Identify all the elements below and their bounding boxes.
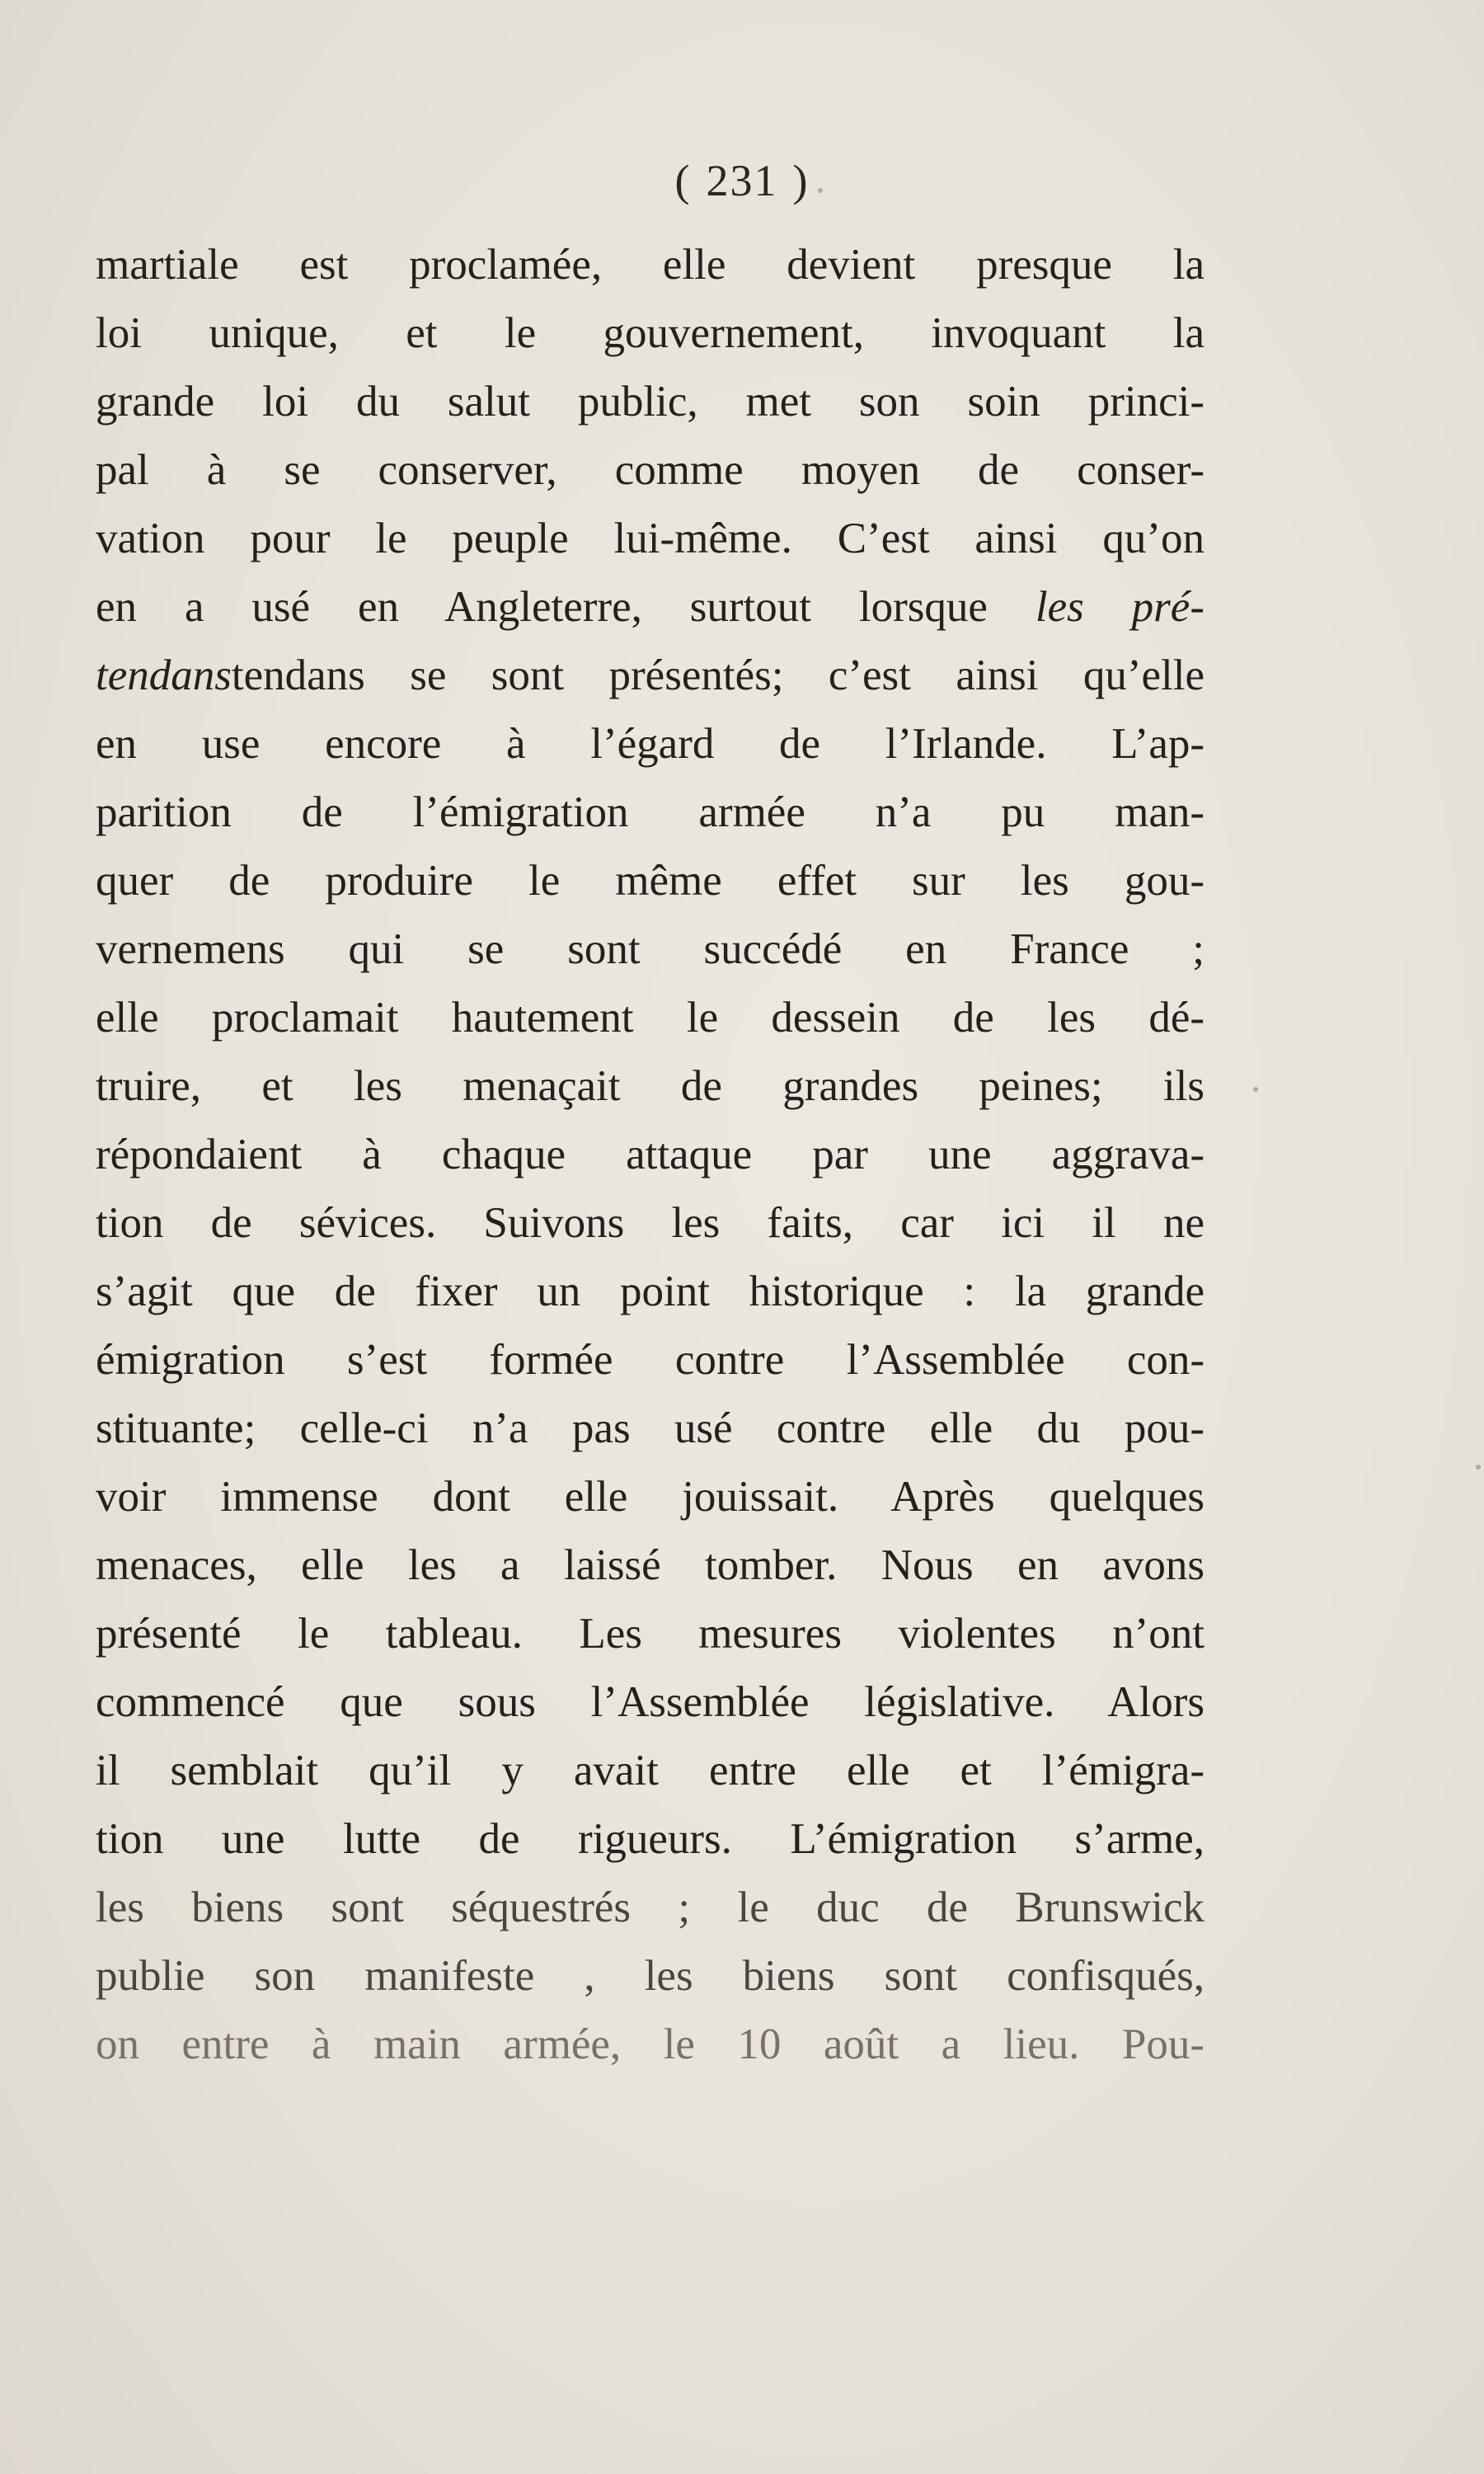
text-line: les biens sont séquestrés ; le duc de Brunswick [96, 1884, 1205, 1931]
text-line-with-italic [96, 642, 1205, 710]
text-line: émigration s’est formée contre l’Assemblée con- [96, 1336, 1205, 1384]
text-line-with-italic [96, 573, 1205, 642]
text-line: pal à se conserver, comme moyen de conser- [96, 446, 1205, 494]
paper-speck [1476, 1465, 1481, 1470]
text-line: on entre à main armée, le 10 août a lieu. Pou- [96, 2020, 1205, 2068]
text-line: tion de sévices. Suivons les faits, car ici il ne [96, 1199, 1205, 1247]
text-line: grande loi du salut public, met son soin princi- [96, 378, 1205, 426]
text-line: s’agit que de fixer un point historique : la grande [96, 1268, 1205, 1315]
text-line: répondaient à chaque attaque par une aggrava- [96, 1131, 1205, 1178]
text-line: présenté le tableau. Les mesures violentes n’ont [96, 1610, 1205, 1658]
italic-phrase: les pré- [1035, 583, 1205, 631]
paper-speck [818, 188, 823, 193]
text-line: martiale est proclamée, elle devient presque la [96, 241, 1205, 289]
italic-phrase: tendans [96, 651, 232, 699]
text-line: commencé que sous l’Assemblée législative. Alors [96, 1678, 1205, 1726]
text-line: vernemens qui se sont succédé en France ; [96, 925, 1205, 973]
text-line: menaces, elle les a laissé tomber. Nous en avons [96, 1541, 1205, 1589]
text-line: tion une lutte de rigueurs. L’émigration s’arme, [96, 1815, 1205, 1863]
text-line: elle proclamait hautement le dessein de les dé- [96, 994, 1205, 1042]
text-line: quer de produire le même effet sur les gou- [96, 857, 1205, 905]
text-line: voir immense dont elle jouissait. Après quelques [96, 1473, 1205, 1521]
text-line: vation pour le peuple lui-même. C’est ainsi qu’on [96, 515, 1205, 562]
text-line: il semblait qu’il y avait entre elle et l’émigra- [96, 1747, 1205, 1794]
text-fragment: tendans se sont présentés; c’est ainsi qu’elle [231, 651, 1205, 699]
text-line: loi unique, et le gouvernement, invoquant la [96, 309, 1205, 357]
page-number: ( 231 ) [674, 156, 810, 205]
text-line: publie son manifeste , les biens sont confisqués, [96, 1952, 1205, 2000]
page-number-value: 231 [706, 156, 778, 205]
text-line: en use encore à l’égard de l’Irlande. L’ap- [96, 720, 1205, 768]
text-line: parition de l’émigration armée n’a pu man- [96, 788, 1205, 836]
text-line: truire, et les menaçait de grandes peines; ils [96, 1062, 1205, 1110]
text-fragment: en a usé en Angleterre, surtout lorsque [96, 583, 1036, 631]
paper-speck [1253, 1087, 1258, 1092]
text-line: stituante; celle-ci n’a pas usé contre elle du pou- [96, 1404, 1205, 1452]
body-text [96, 231, 1205, 2079]
